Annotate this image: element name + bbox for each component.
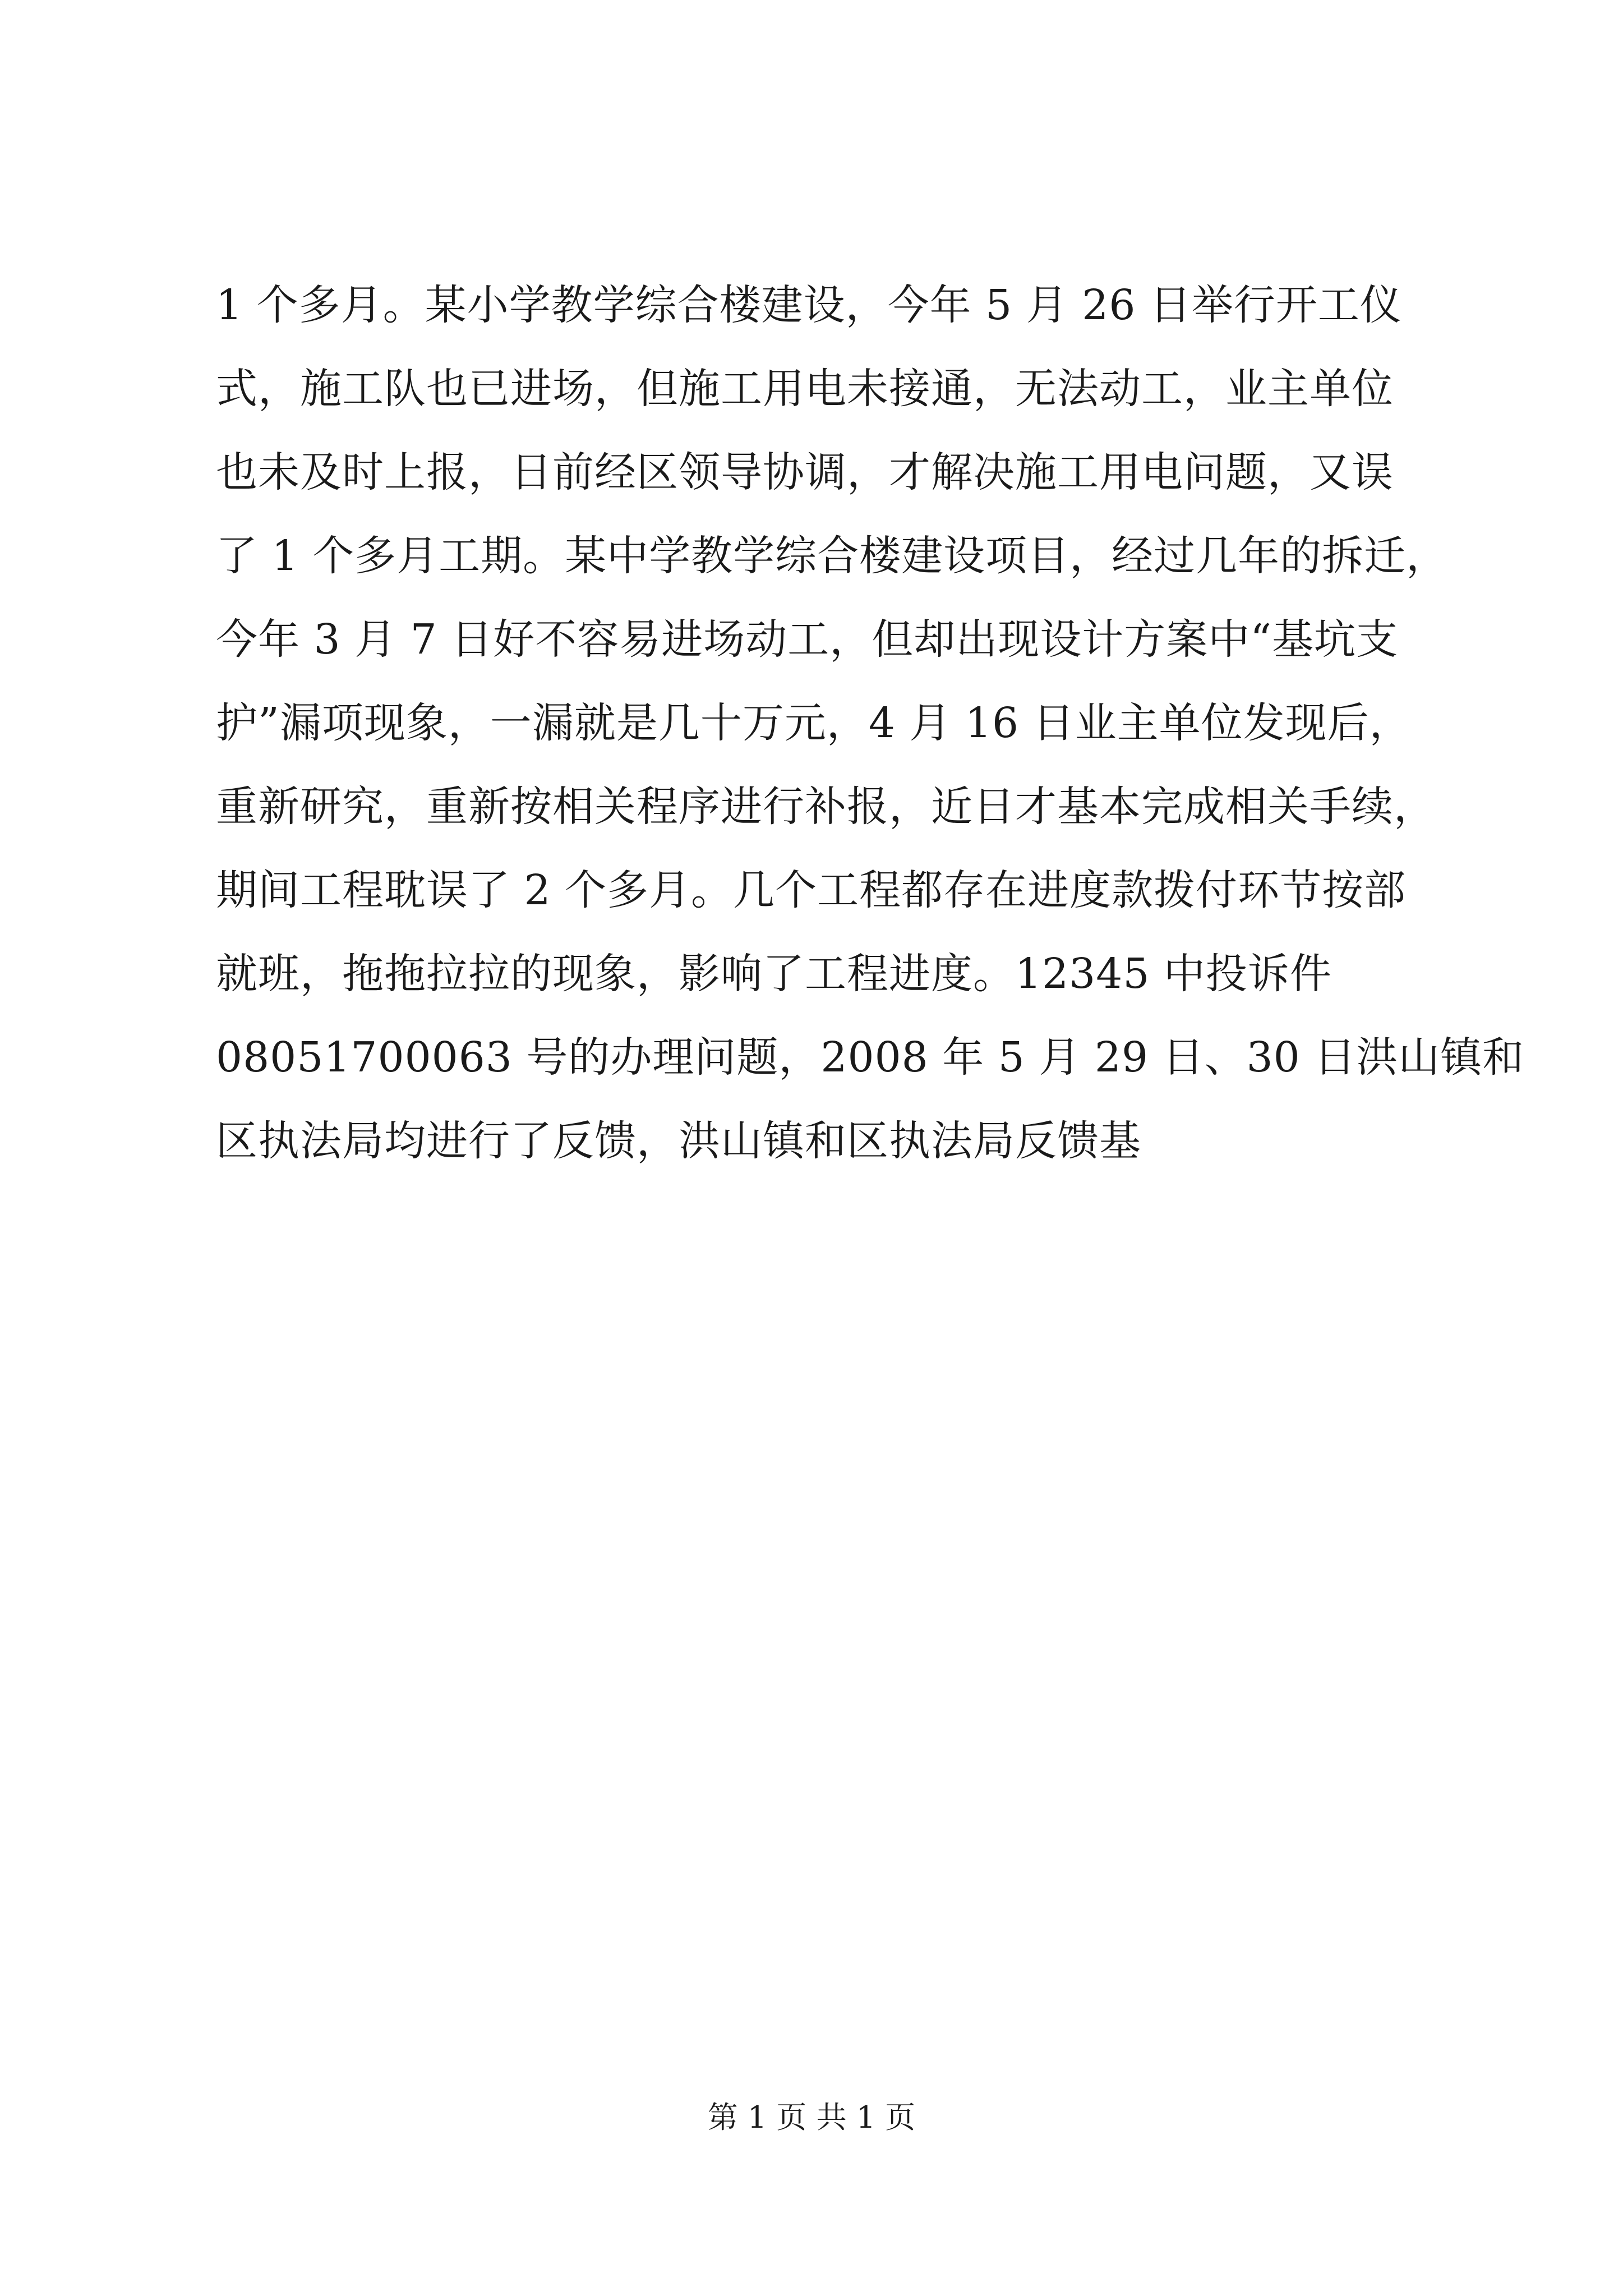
text-line: 重新研究，重新按相关程序进行补报，近日才基本完成相关手续， [216,783,1436,831]
text-line: 就班，拖拖拉拉的现象，影响了工程进度。12345 中投诉件 [216,950,1332,998]
text-line: 区执法局均进行了反馈，洪山镇和区执法局反馈基 [216,1117,1141,1165]
text-line: 式，施工队也已进场，但施工用电未接通，无法动工，业主单位 [216,365,1394,413]
page-number-footer: 第 1 页 共 1 页 [707,2100,916,2135]
text-line: 08051700063 号的办理问题，2008 年 5 月 29 日、30 日洪山镇和 [216,1033,1525,1082]
text-line: 今年 3 月 7 日好不容易进场动工，但却出现设计方案中“基坑支 [216,615,1399,664]
text-line: 期间工程耽误了 2 个多月。几个工程都存在进度款拨付环节按部 [216,866,1407,914]
text-line: 也未及时上报，日前经区领导协调，才解决施工用电问题，又误 [216,448,1394,496]
text-line: 了 1 个多月工期。某中学教学综合楼建设项目，经过几年的拆迁， [216,532,1449,580]
text-line: 护”漏项现象，一漏就是几十万元，4 月 16 日业主单位发现后， [216,699,1412,747]
body-paragraph [216,264,1525,1183]
text-line: 1 个多月。某小学教学综合楼建设，今年 5 月 26 日举行开工仪 [216,281,1402,329]
